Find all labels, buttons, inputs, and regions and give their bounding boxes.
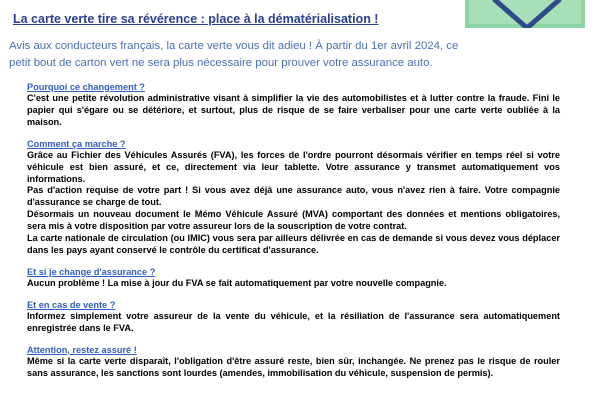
- section-paragraph: La carte nationale de circulation (ou IMIC) vous sera par ailleurs délivrée en cas de demande si vous devez vous déplacer dans les pays ayant conservé le contrôle du certificat d'assurance.: [27, 233, 560, 255]
- crossed-card-icon: [465, 0, 585, 28]
- section-paragraph: Grâce au Fichier des Véhicules Assurés (FVA), les forces de l'ordre pourront désormais vérifier en temps réel si votre véhicule est bien assuré, et ce, directement via leur tablette. Votre assurance y transmet automatiquement vos informations.: [27, 149, 560, 184]
- section-paragraph: Pas d'action requise de votre part ! Si vous avez déjà une assurance auto, vous n'avez rien à faire. Votre compagnie d'assurance se charge de tout.: [27, 185, 560, 208]
- section-paragraph: C'est une petite révolution administrative visant à simplifier la vie des automobilistes et à lutter contre la fraude. Fini le papier qui s'égare ou se détériore, et surtout, plus de risque de se faire verbaliser pour une carte verte oubliée à la maison.: [27, 93, 560, 127]
- section-paragraph: Aucun problème ! La mise à jour du FVA se fait automatiquement par votre nouvelle compagnie.: [27, 277, 447, 288]
- page-title: La carte verte tire sa révérence : place à la dématérialisation !: [13, 12, 379, 26]
- section-heading: Attention, restez assuré !: [27, 344, 137, 355]
- section-paragraph: Informez simplement votre assureur de la vente du véhicule, et la résiliation de l'assurance sera automatiquement enregistrée dans le FVA.: [27, 310, 560, 333]
- intro-paragraph: Avis aux conducteurs français, la carte verte vous dit adieu ! À partir du 1er avril 2024, ce petit bout de carton vert ne sera plus nécessaire pour prouver votre assurance auto.: [9, 40, 459, 69]
- section-heading: Et si je change d'assurance ?: [27, 266, 156, 277]
- section-paragraph: Même si la carte verte disparaît, l'obligation d'être assuré reste, bien sûr, inchangée. Ne prenez pas le risque de rouler sans assurance, les sanctions sont lourdes (amendes, immobilisation du véhicule, suspension de permis).: [27, 355, 560, 378]
- section-why: [27, 81, 560, 129]
- green-card-image: [465, 0, 585, 28]
- section-heading: Comment ça marche ?: [27, 138, 126, 149]
- section-heading: Et en cas de vente ?: [27, 299, 116, 310]
- section-warning: [27, 344, 560, 380]
- section-change-insurer: [27, 266, 560, 290]
- section-sale: [27, 299, 560, 335]
- section-paragraph: Désormais un nouveau document le Mémo Véhicule Assuré (MVA) comportant des données et mentions obligatoires, sera mis à votre disposition par votre assureur lors de la souscription de votre contrat.: [27, 209, 560, 232]
- section-how: [27, 138, 560, 257]
- article-body: [27, 81, 560, 388]
- section-heading: Pourquoi ce changement ?: [27, 82, 145, 92]
